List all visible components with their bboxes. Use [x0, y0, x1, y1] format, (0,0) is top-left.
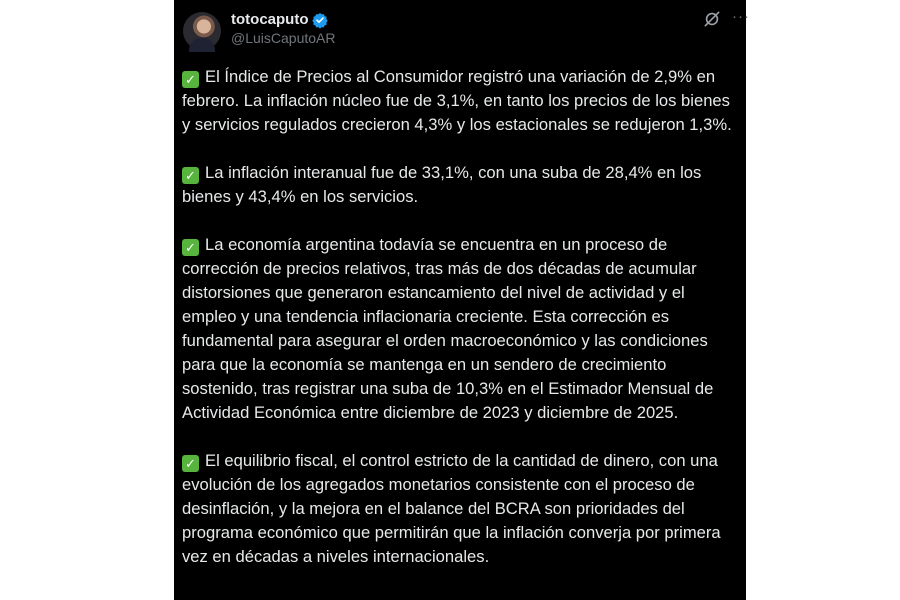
tweet-paragraph — [182, 65, 735, 137]
tweet-header — [174, 0, 750, 54]
name-row — [231, 11, 336, 28]
tweet-card — [174, 0, 750, 600]
display-name[interactable]: totocaputo — [231, 11, 309, 28]
white-check-mark-icon: ✓ — [182, 167, 199, 184]
tweet-paragraph — [182, 161, 735, 209]
paragraph-text: El equilibrio fiscal, el control estricto de la cantidad de dinero, con una evolución de los agregados monetarios consistente con el proceso de desinflación, y la mejora en el balance del BCRA son prioridades del programa económico que permitirán que la inflación converja por primera vez en décadas a niveles internacionales. — [182, 451, 721, 566]
tweet-paragraph — [182, 449, 735, 569]
white-check-mark-icon: ✓ — [182, 455, 199, 472]
grok-icon[interactable] — [702, 9, 722, 29]
white-check-mark-icon: ✓ — [182, 71, 199, 88]
tweet-paragraph — [182, 233, 735, 425]
paragraph-text: La economía argentina todavía se encuentra en un proceso de corrección de precios relativos, tras más de dos décadas de acumular distorsiones que generaron estancamiento del nivel de actividad y el empleo y una tendencia inflacionaria creciente. Esta corrección es fundamental para asegurar el orden macroeconómico y las condiciones para que la economía se mantenga en un sendero de crecimiento sostenido, tras registrar una suba de 10,3% en el Estimador Mensual de Actividad Económica entre diciembre de 2023 y diciembre de 2025. — [182, 235, 714, 422]
white-check-mark-icon: ✓ — [182, 239, 199, 256]
paragraph-text: El Índice de Precios al Consumidor registró una variación de 2,9% en febrero. La inflación núcleo fue de 3,1%, en tanto los precios de los bienes y servicios regulados crecieron 4,3% y los estacionales se redujeron 1,3%. — [182, 67, 732, 134]
more-icon[interactable]: ··· — [732, 8, 750, 25]
avatar[interactable] — [183, 12, 221, 50]
author-info — [231, 11, 336, 46]
tweet-text — [174, 54, 746, 569]
verified-badge-icon — [312, 12, 328, 28]
paragraph-text: La inflación interanual fue de 33,1%, con una suba de 28,4% en los bienes y 43,4% en los servicios. — [182, 163, 702, 206]
user-handle[interactable]: @LuisCaputoAR — [231, 30, 336, 46]
